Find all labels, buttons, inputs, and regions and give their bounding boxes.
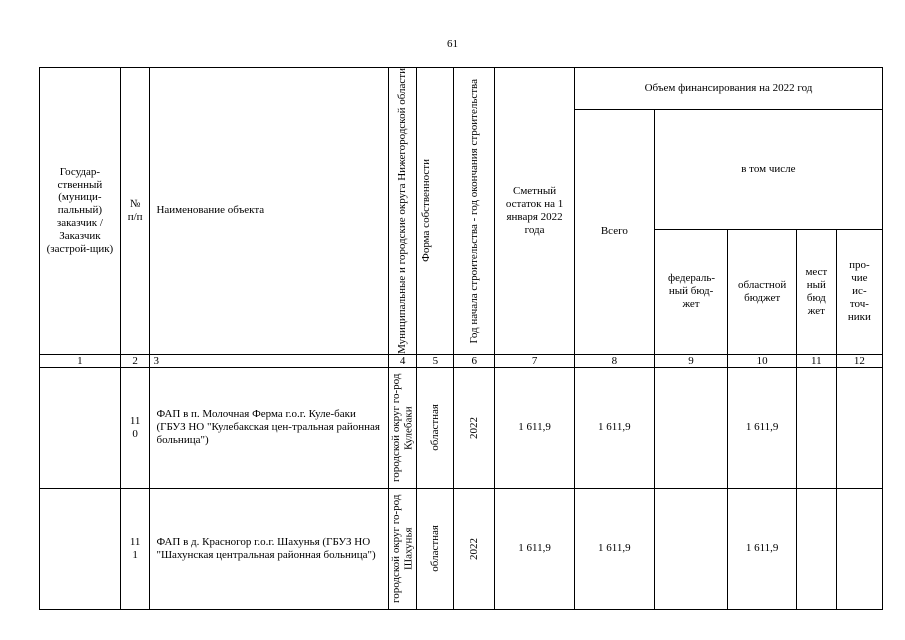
cell-year: 2022 bbox=[454, 488, 495, 609]
cell-customer bbox=[40, 488, 121, 609]
cell-local bbox=[796, 488, 836, 609]
cell-estimate: 1 611,9 bbox=[495, 367, 575, 488]
column-number: 8 bbox=[574, 354, 654, 367]
cell-municipality: городской округ го-род Шахунья bbox=[388, 488, 417, 609]
column-number: 10 bbox=[728, 354, 797, 367]
cell-ownership: областная bbox=[417, 488, 454, 609]
cell-year: 2022 bbox=[454, 367, 495, 488]
column-number: 11 bbox=[796, 354, 836, 367]
header-customer: Государ-ственный (муници-пальный) заказчик / Заказчик (застрой-щик) bbox=[40, 68, 121, 355]
cell-municipality: городской округ го-род Кулебаки bbox=[388, 367, 417, 488]
column-number: 4 bbox=[388, 354, 417, 367]
header-ownership: Форма собственности bbox=[417, 68, 454, 355]
cell-federal bbox=[654, 488, 728, 609]
column-number: 12 bbox=[836, 354, 882, 367]
header-years: Год начала строительства - год окончания строительства bbox=[454, 68, 495, 355]
cell-total: 1 611,9 bbox=[574, 488, 654, 609]
cell-regional: 1 611,9 bbox=[728, 367, 797, 488]
table-row bbox=[40, 488, 883, 609]
cell-object-name: ФАП в п. Молочная Ферма г.о.г. Куле-баки (ГБУЗ НО "Кулебакская цен-тральная районная больница") bbox=[150, 367, 388, 488]
column-number: 6 bbox=[454, 354, 495, 367]
cell-total: 1 611,9 bbox=[574, 367, 654, 488]
column-number: 7 bbox=[495, 354, 575, 367]
cell-federal bbox=[654, 367, 728, 488]
cell-num: 11 1 bbox=[120, 488, 150, 609]
cell-local bbox=[796, 367, 836, 488]
page-number: 61 bbox=[447, 38, 458, 50]
header-other: про-чие ис-точ-ники bbox=[836, 229, 882, 354]
column-number: 3 bbox=[150, 354, 388, 367]
financing-table bbox=[39, 67, 883, 610]
cell-num: 11 0 bbox=[120, 367, 150, 488]
header-funding: Объем финансирования на 2022 год bbox=[574, 68, 882, 110]
cell-object-name: ФАП в д. Красногор г.о.г. Шахунья (ГБУЗ НО "Шахунская центральная районная больница") bbox=[150, 488, 388, 609]
column-number-row bbox=[40, 354, 883, 367]
cell-other bbox=[836, 367, 882, 488]
header-object-name: Наименование объекта bbox=[150, 68, 388, 355]
header-num: № п/п bbox=[120, 68, 150, 355]
header-estimate: Сметный остаток на 1 января 2022 года bbox=[495, 68, 575, 355]
cell-customer bbox=[40, 367, 121, 488]
header-federal: федераль-ный бюд-жет bbox=[654, 229, 728, 354]
header-total: Всего bbox=[574, 110, 654, 355]
header-regional: областной бюджет bbox=[728, 229, 797, 354]
cell-estimate: 1 611,9 bbox=[495, 488, 575, 609]
column-number: 5 bbox=[417, 354, 454, 367]
header-including: в том числе bbox=[654, 110, 882, 230]
cell-other bbox=[836, 488, 882, 609]
header-municipality: Муниципальные и городские округа Нижегородской области bbox=[388, 68, 417, 355]
column-number: 9 bbox=[654, 354, 728, 367]
cell-ownership: областная bbox=[417, 367, 454, 488]
table-row bbox=[40, 367, 883, 488]
header-local: мест ный бюд жет bbox=[796, 229, 836, 354]
column-number: 1 bbox=[40, 354, 121, 367]
cell-regional: 1 611,9 bbox=[728, 488, 797, 609]
column-number: 2 bbox=[120, 354, 150, 367]
